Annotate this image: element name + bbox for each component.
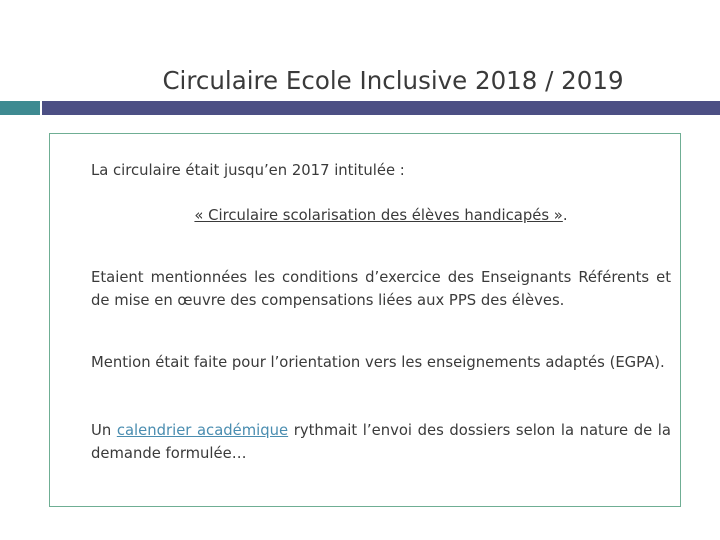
conditions-paragraph: Etaient mentionnées les conditions d’exercice des Enseignants Référents et de mise en œuvre des compensations liées aux PPS des élèves.: [91, 269, 671, 309]
orientation-paragraph: Mention était faite pour l’orientation vers les enseignements adaptés (EGPA).: [91, 354, 665, 371]
circulaire-title: « Circulaire scolarisation des élèves handicapés »: [194, 207, 563, 224]
title-accent-bar: [42, 101, 720, 115]
calendrier-text-after: rythmait l’envoi des dossiers selon la nature de la demande formulée…: [91, 422, 671, 462]
calendrier-link[interactable]: calendrier académique: [116, 422, 289, 439]
calendrier-text-before: Un: [91, 422, 117, 439]
circulaire-title-paragraph: [91, 205, 671, 228]
slide-title: Circulaire Ecole Inclusive 2018 / 2019: [162, 66, 624, 95]
calendrier-paragraph: [91, 420, 671, 465]
intro-paragraph: La circulaire était jusqu’en 2017 intitulée :: [91, 162, 405, 179]
circulaire-title-suffix: .: [562, 207, 568, 224]
title-accent-square: [0, 101, 40, 115]
